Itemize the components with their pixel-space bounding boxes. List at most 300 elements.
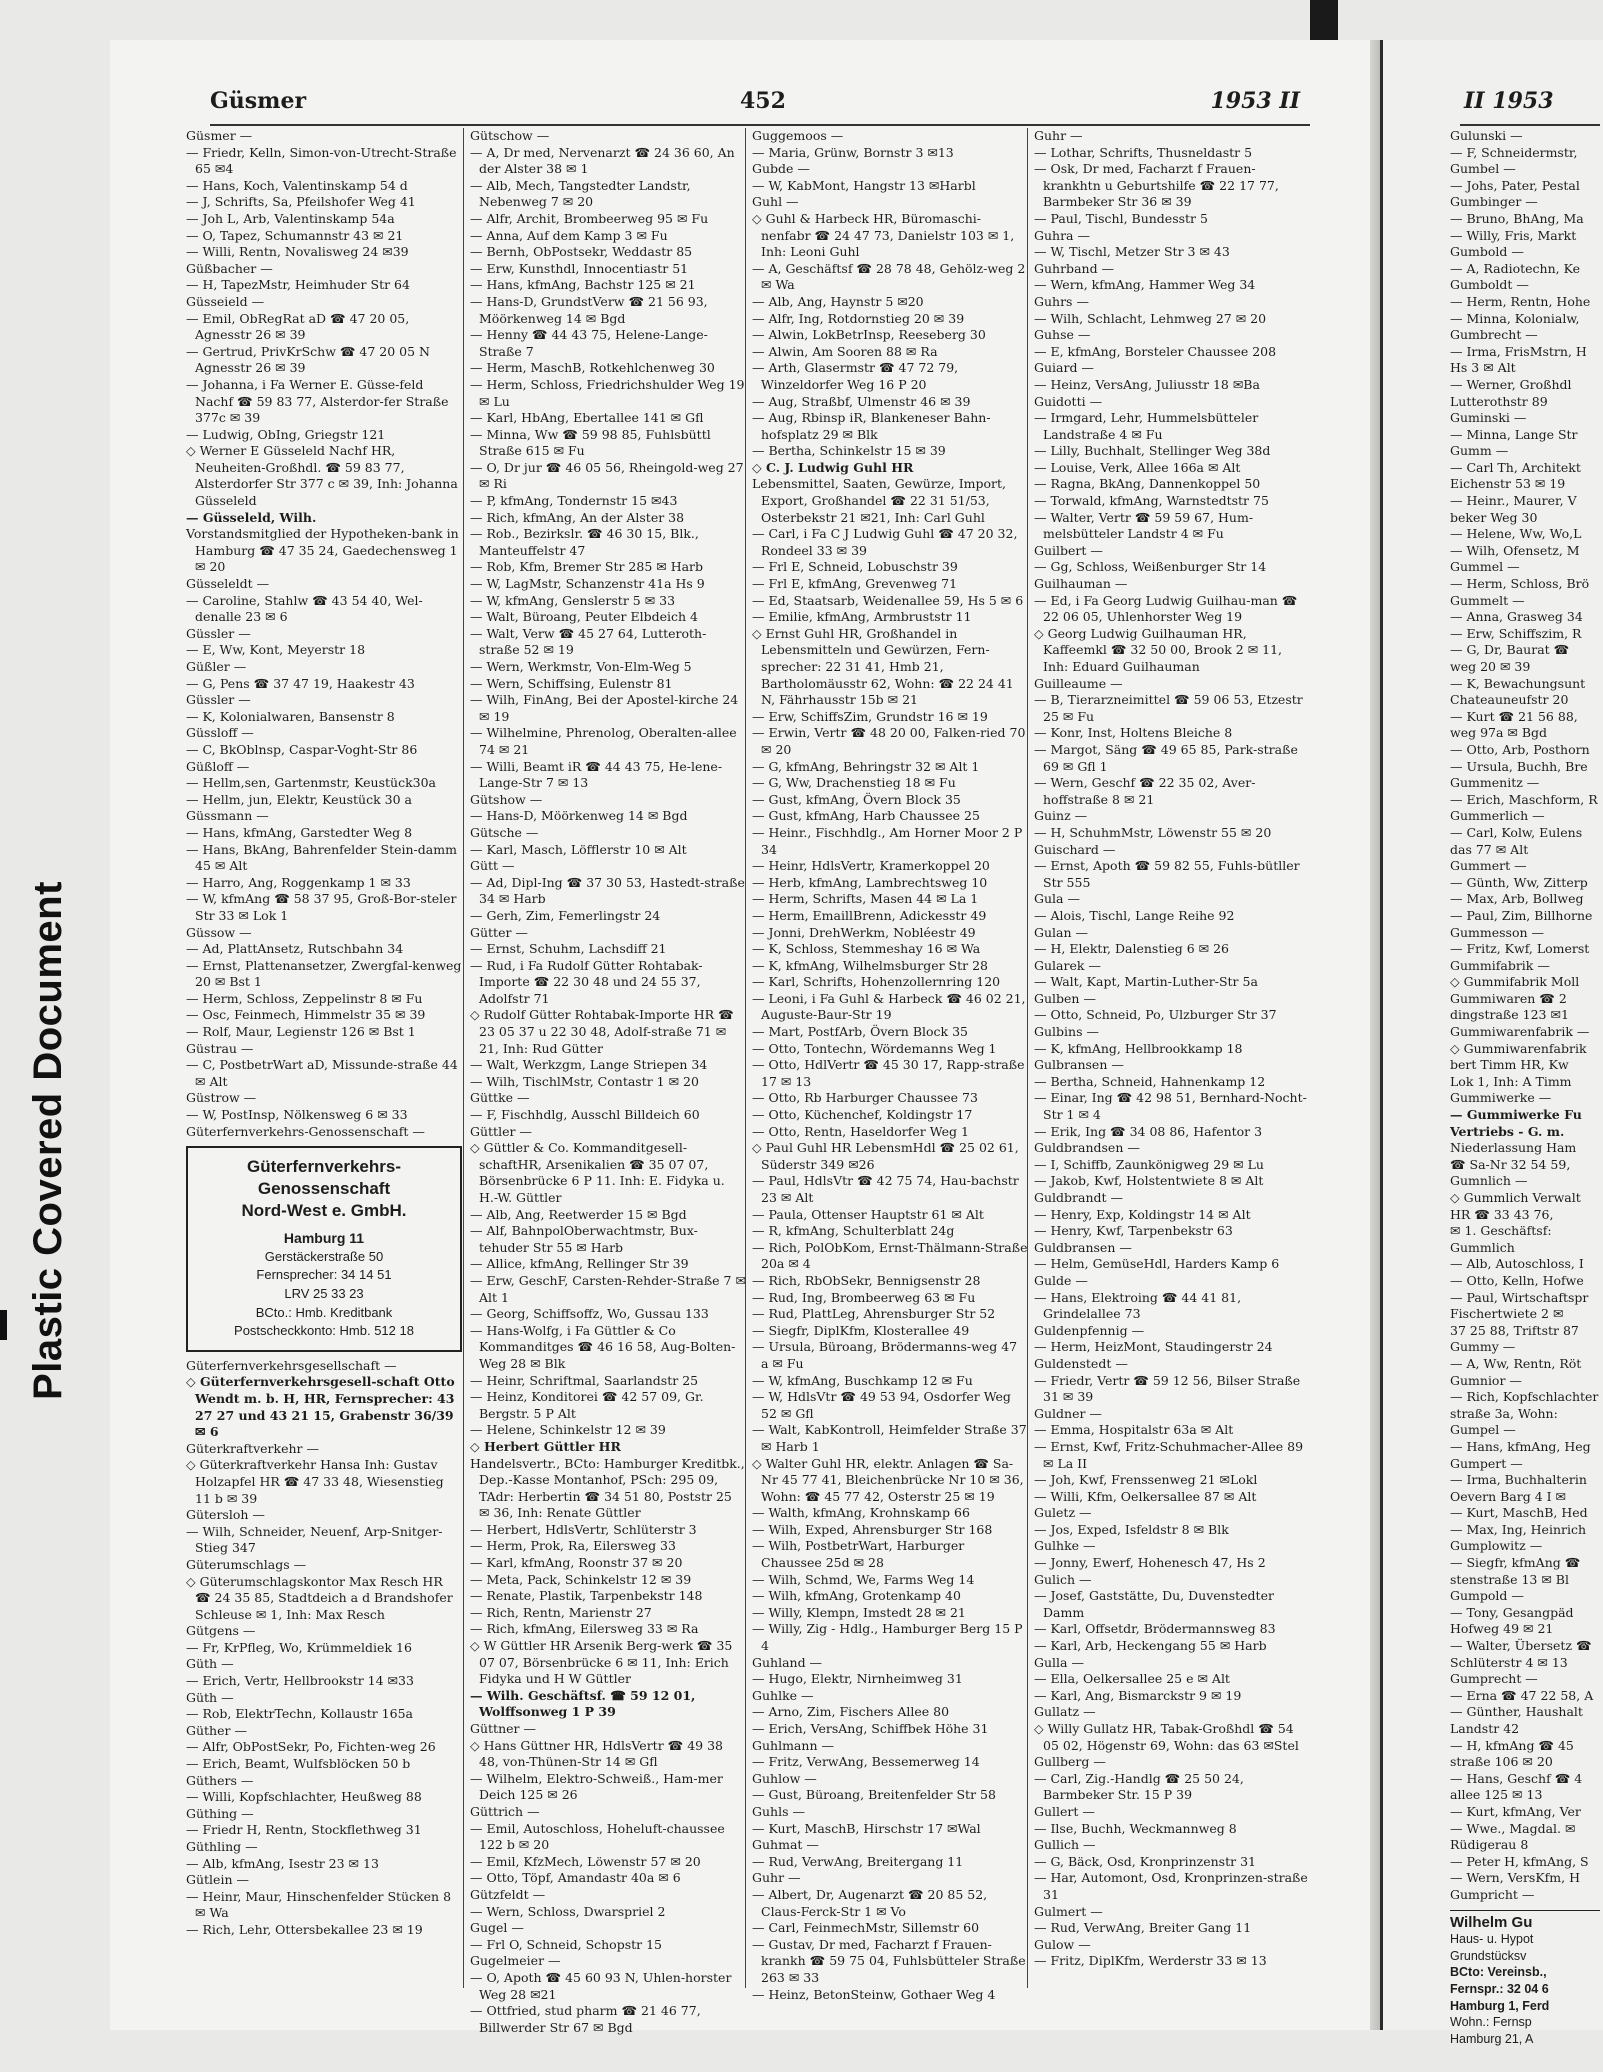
directory-entry: — Allice, kfmAng, Rellinger Str 39 [470,1256,689,1272]
directory-entry: — Otto, Küchenchef, Koldingstr 17 [752,1107,973,1123]
directory-entry: Gumpert — [1450,1455,1523,1471]
directory-entry: HR ☎ 33 43 76, [1450,1206,1554,1222]
directory-entry: — Erna ☎ 47 22 58, A [1450,1687,1594,1703]
directory-entry: — K, kfmAng, Wilhelmsburger Str 28 [752,957,988,973]
directory-entry: — Fritz, DiplKfm, Werderstr 33 ✉ 13 [1034,1953,1267,1969]
directory-entry: Guhlow — [752,1770,817,1786]
directory-entry: — Alois, Tischl, Lange Reihe 92 [1034,907,1235,923]
directory-entry: — Alfr, Archit, Brombeerweg 95 ✉ Fu [470,210,709,226]
directory-entry: — Ernst, Kwf, Fritz-Schuhmacher-Allee 89 ✉ La II [1034,1438,1304,1471]
directory-entry: — Günther, Haushalt [1450,1704,1583,1720]
column-5 [1450,128,1600,2046]
directory-entry: Güttrich — [470,1803,540,1819]
directory-entry: Guldbransen — [1034,1239,1132,1255]
ad2-line: Haus- u. Hypot [1450,1932,1534,1947]
page-header [210,88,1310,126]
directory-entry: — K, Bewachungsunt [1450,675,1586,691]
directory-entry: — Ursula, Büroang, Brödermanns-weg 47 a ✉ Fu [752,1339,1018,1371]
directory-entry: Güterfernverkehrs-Genossenschaft — [186,1123,425,1139]
side-label-text: Plastic Covered Document [25,880,70,1400]
directory-entry: — Ed, Staatsarb, Weidenallee 59, Hs 5 ✉ 6 [752,592,1024,608]
directory-entry: ◇ Güttler & Co. Kommanditgesell-schaftHR, Arsenikalien ☎ 35 07 07, Börsenbrücke 6 P 11. Inh: E. Fidyka u. H.-W. Güttler [470,1140,725,1205]
directory-entry: Guhmat — [752,1837,819,1853]
directory-entry: ☎ Sa-Nr 32 54 59, [1450,1156,1571,1172]
directory-entry: — Kurt, MaschB, Hirschstr 17 ✉Wal [752,1820,981,1836]
directory-entry: — Paul, HdlsVtr ☎ 42 75 74, Hau-bachstr 23 ✉ Alt [752,1173,1019,1205]
directory-entry: — Rich, PolObKom, Ernst-Thälmann-Straße 20a ✉ 4 [752,1239,1028,1272]
directory-entry: — Hellm,sen, Gartenmstr, Keustück30a [186,775,436,791]
directory-entry: — Herm, HeizMont, Staudingerstr 24 [1034,1339,1273,1355]
directory-entry: — Walt, KabKontroll, Heimfelder Straße 37 ✉ Harb 1 [752,1422,1027,1454]
directory-entry: — Rich, Kopfschlachter [1450,1389,1599,1405]
directory-entry: — W, KabMont, Hangstr 13 ✉Harbl [752,177,976,193]
directory-entry: — I, Schiffb, Zaunkönigweg 29 ✉ Lu [1034,1156,1264,1172]
directory-entry: — Wern, Schloss, Dwarspriel 2 [470,1903,666,1919]
directory-entry: — Herm, Schloss, Zeppelinstr 8 ✉ Fu [186,990,423,1006]
directory-entry: — Minna, Lange Str [1450,426,1578,442]
directory-entry: Gumpel — [1450,1422,1516,1438]
directory-entry: — Rud, Ing, Brombeerweg 63 ✉ Fu [752,1289,976,1305]
directory-entry: — Irma, FrisMstrn, H [1450,343,1587,359]
running-head: Güsmer [210,88,307,114]
directory-entry: Güstrau — [186,1040,254,1056]
directory-entry: ◇ Walter Guhl HR, elektr. Anlagen ☎ Sa-Nr 45 77 41, Bleichenbrücke Nr 10 ✉ 36, Wohn: ☎ 45 77 42, Osterstr 25 ✉ 19 [752,1455,1024,1504]
directory-entry: — Rich, kfmAng, An der Alster 38 [470,509,685,525]
directory-entry: Gütersloh — [186,1507,265,1523]
directory-entry: Gumm — [1450,443,1509,459]
directory-entry: Gumnlich — [1450,1173,1528,1189]
directory-entry: — Walt, Werkzgm, Lange Striepen 34 [470,1057,708,1073]
directory-entry: — Anna, Grasweg 34 [1450,609,1583,625]
directory-entry: — G, Pens ☎ 37 47 19, Haakestr 43 [186,675,415,691]
directory-entry: ◇ Rudolf Gütter Rohtabak-Importe HR ☎ 23 05 37 u 22 30 48, Adolf-straße 71 ✉ 21, Inh: Rud Gütter [470,1007,734,1056]
column-2 [470,128,746,2035]
directory-entry: Gumbold — [1450,244,1524,260]
directory-entry: — G, Ww, Drachenstieg 18 ✉ Fu [752,775,956,791]
directory-entry: — Güsseleld, Wilh. [186,509,317,525]
directory-entry: — Walt, Verw ☎ 45 27 64, Lutteroth-straße 52 ✉ 19 [470,625,707,658]
directory-entry: ◇ Guhl & Harbeck HR, Büromaschi-nenfabr ☎ 24 47 73, Danielstr 103 ✉ 1, Inh: Leoni Guhl [752,210,1015,260]
directory-entry: — O, Apoth ☎ 45 60 93 N, Uhlen-horster Weg 28 ✉21 [470,1969,732,2002]
directory-entry: — Wilh, Ofensetz, M [1450,542,1580,558]
directory-entry: — Gust, kfmAng, Övern Block 35 [752,791,961,807]
directory-entry: Güssler — [186,625,251,641]
column-3 [752,128,1028,2002]
directory-entry: — K, Schloss, Stemmeshay 16 ✉ Wa [752,941,981,957]
directory-entry: Gütshow — [470,791,543,807]
directory-entry: — Anna, Auf dem Kamp 3 ✉ Fu [470,227,668,243]
directory-entry: — Karl, HbAng, Ebertallee 141 ✉ Gfl [470,410,704,426]
directory-entry: — Herm, Schrifts, Masen 44 ✉ La 1 [752,891,979,907]
directory-entry: Gütt — [470,858,515,874]
directory-entry: — Bertha, Schneid, Hahnenkamp 12 [1034,1073,1266,1089]
directory-entry: Guminski — [1450,410,1527,426]
ad-title: Genossenschaft [257,1179,391,1199]
directory-entry: — W, Tischl, Metzer Str 3 ✉ 43 [1034,244,1230,260]
directory-entry: — Alwin, Am Sooren 88 ✉ Ra [752,343,938,359]
directory-entry: — Ursula, Buchh, Bre [1450,758,1588,774]
column-4 [1034,128,1310,1998]
directory-entry: Guilhauman — [1034,576,1128,592]
directory-entry: — Willi, Rentn, Novalisweg 24 ✉39 [186,244,409,260]
directory-entry: — Gustav, Dr med, Facharzt f Frauen-krankh ☎ 59 75 04, Fuhlsbütteler Straße 263 ✉ 33 [752,1936,1026,1985]
directory-entry: — F, Schneidermstr, [1450,144,1578,160]
directory-entry: Güterumschlags — [186,1556,307,1572]
directory-entry: Lok 1, Inh: A Timm [1450,1073,1572,1089]
ad-phone: Fernsprecher: 34 14 51 [256,1267,392,1283]
directory-entry: — A, Dr med, Nervenarzt ☎ 24 36 60, An der Alster 38 ✉ 1 [470,144,735,177]
directory-entry: — Ad, PlattAnsetz, Rutschbahn 34 [186,941,404,957]
directory-entry: Guldbrandsen — [1034,1140,1140,1156]
directory-entry: — Otto, Arb, Posthorn [1450,741,1590,757]
directory-entry: ◇ C. J. Ludwig Guhl HR [752,459,914,475]
directory-entry: — Aug, Rbinsp iR, Blankeneser Bahn-hofsplatz 29 ✉ Blk [752,410,991,442]
directory-entry: Guhrband — [1034,260,1115,276]
directory-entry: — W, PostInsp, Nölkensweg 6 ✉ 33 [186,1107,408,1123]
directory-entry: — Fritz, Kwf, Lomerst [1450,941,1590,957]
directory-entry: Gummerlich — [1450,808,1545,824]
directory-entry: — Erik, Ing ☎ 34 08 86, Hafentor 3 [1034,1123,1263,1139]
directory-entry: Guiard — [1034,360,1094,376]
directory-entry: — Paul, Tischl, Bundesstr 5 [1034,210,1208,226]
directory-entry: — Karl, Ang, Bismarckstr 9 ✉ 19 [1034,1687,1242,1703]
directory-entry: Schlüterstr 4 ✉ 13 [1450,1654,1568,1670]
directory-entry: — Erich, VersAng, Schiffbek Höhe 31 [752,1721,989,1736]
directory-entry: — Alfr, ObPostSekr, Po, Fichten-weg 26 [186,1739,436,1755]
directory-entry: — Heinr., Fischhdlg., Am Horner Moor 2 P 34 [752,824,1023,857]
directory-entry: — Wern, kfmAng, Hammer Weg 34 [1034,277,1256,293]
directory-entry: — Jos, Exped, Isfeldstr 8 ✉ Blk [1034,1521,1229,1537]
directory-entry: — Alfr, Ing, Rotdornstieg 20 ✉ 39 [752,310,965,326]
directory-entry: — Hans, BkAng, Bahrenfelder Stein-damm 45 ✉ Alt [186,841,457,874]
directory-entry: — Ernst, Apoth ☎ 59 82 55, Fuhls-bütller Str 555 [1034,858,1300,890]
directory-entry: — Herbert, HdlsVertr, Schlüterstr 3 [470,1521,697,1537]
directory-entry: — Herm, Prok, Ra, Eilersweg 33 [470,1538,676,1554]
directory-entry: — Wilh, kfmAng, Grotenkamp 40 [752,1588,961,1604]
directory-entry: — Rud, PlattLeg, Ahrensburger Str 52 [752,1306,996,1322]
directory-entry: Güsseield — [186,293,265,309]
directory-entry: — Johs, Pater, Pestal [1450,177,1580,193]
directory-entry: Gütgens — [186,1623,256,1639]
directory-entry: — Alwin, LokBetrInsp, Reeseberg 30 [752,327,986,343]
directory-entry: — Hans, kfmAng, Heg [1450,1438,1591,1454]
directory-entry: — Willy, Fris, Markt [1450,227,1577,243]
directory-entry: dingstraße 123 ✉1 [1450,1007,1569,1023]
directory-entry: — A, Radiotechn, Ke [1450,260,1580,276]
directory-entry: — Gummiwerke Fu [1450,1107,1582,1123]
directory-entry: Hofweg 49 ✉ 21 [1450,1621,1554,1637]
directory-entry: Güthing — [186,1805,254,1821]
directory-entry: Gulbransen — [1034,1057,1124,1073]
directory-entry: — Einar, Ing ☎ 42 98 51, Bernhard-Nocht-Str 1 ✉ 4 [1034,1090,1307,1123]
directory-entry: ◇ Güterkraftverkehr Hansa Inh: Gustav Holzapfel HR ☎ 47 33 48, Wiesenstieg 11 b ✉ 39 [186,1457,444,1506]
directory-entry: — Rud, VerwAng, Breitergang 11 [752,1853,964,1869]
directory-entry: — Ilse, Buchh, Weckmannweg 8 [1034,1820,1237,1836]
directory-entry: Rüdigerau 8 [1450,1837,1529,1853]
directory-entry: — Emil, Autoschloss, Hoheluft-chaussee 122 b ✉ 20 [470,1820,725,1853]
directory-entry: Guldenpfennig — [1034,1322,1145,1338]
directory-entry: Gulben — [1034,990,1096,1006]
directory-entry: Güssloff — [186,725,254,741]
directory-entry: — G, kfmAng, Behringstr 32 ✉ Alt 1 [752,758,980,774]
directory-entry: — Paul, Zim, Billhorne [1450,907,1593,923]
directory-entry: — Hans-Wolfg, i Fa Güttler & Co Kommanditges ☎ 46 16 58, Aug-Bolten-Weg 28 ✉ Blk [470,1322,736,1371]
directory-entry: — W, LagMstr, Schanzenstr 41a Hs 9 [470,576,705,592]
directory-entry: — Wern, Geschf ☎ 22 35 02, Aver-hoffstraße 8 ✉ 21 [1034,775,1256,807]
directory-entry: — Erw, Kunsthdl, Innocentiastr 51 [470,260,689,276]
directory-entry: — Josef, Gaststätte, Du, Duvenstedter Damm [1034,1588,1274,1620]
directory-entry: — Irma, Buchhalterin [1450,1472,1587,1488]
directory-entry: — Joh L, Arb, Valentinskamp 54a [186,210,395,226]
directory-entry: — Albert, Dr, Augenarzt ☎ 20 85 52, Claus-Ferck-Str 1 ✉ Vo [752,1886,988,1919]
directory-entry: Güssmann — [186,808,269,824]
directory-entry: Güssow — [186,924,252,940]
directory-entry: Guhls — [752,1803,805,1819]
directory-entry: Guhl — [752,194,799,210]
ad-lrv: LRV 25 33 23 [284,1286,364,1301]
directory-entry: Güssler — [186,692,251,708]
directory-entry: — Ernst, Schuhm, Lachsdiff 21 [470,941,667,957]
directory-entry: Gugel — [470,1920,524,1936]
entries-5 [1450,128,1600,1904]
directory-entry: Gummiwaren ☎ 2 [1450,990,1567,1006]
directory-entry: — Lilly, Buchhalt, Stellinger Weg 38d [1034,443,1271,459]
directory-entry: Gumnior — [1450,1372,1522,1388]
directory-entry: — Heinr, HdlsVertr, Kramerkoppel 20 [752,858,990,874]
column-1 [186,128,462,1998]
directory-entry: Guhr — [1034,128,1083,143]
directory-entry: — Rich, kfmAng, Eilersweg 33 ✉ Ra [470,1621,699,1637]
ad-title: Nord-West e. GmbH. [241,1201,407,1221]
directory-entry: — Heinz, Konditorei ☎ 42 57 09, Gr. Bergstr. 5 P Alt [470,1389,704,1421]
edge-mark [0,1310,7,1340]
directory-entry: — Friedr, Kelln, Simon-von-Utrecht-Straße 65 ✉4 [186,144,457,177]
directory-entry: — P, kfmAng, Tondernstr 15 ✉43 [470,493,678,509]
directory-entry: — Ed, i Fa Georg Ludwig Guilhau-man ☎ 22 06 05, Uhlenhorster Weg 19 [1034,592,1298,625]
directory-entry: Gulla — [1034,1654,1084,1670]
directory-entry: ◇ W Güttler HR Arsenik Berg-werk ☎ 35 07 07, Börsenbrücke 6 ✉ 11, Inh: Erich Fidyka und H W Güttler [470,1638,733,1687]
directory-entry: stenstraße 13 ✉ Bl [1450,1571,1569,1587]
directory-entry: — Max, Arb, Bollweg [1450,891,1584,907]
directory-entry: ◇ Willy Gullatz HR, Tabak-Großhdl ☎ 54 05 02, Högenstr 69, Wohn: das 63 ✉Stel [1034,1721,1299,1753]
directory-entry: — Hellm, jun, Elektr, Keustück 30 a [186,791,412,807]
directory-entry: Gumpold — [1450,1588,1524,1604]
directory-entry: — Georg, Schiffsoffz, Wo, Gussau 133 [470,1306,709,1322]
directory-entry: Vertriebs - G. m. [1450,1123,1565,1139]
ad-postscheck: Postscheckkonto: Hmb. 512 18 [234,1323,414,1339]
directory-entry: Guhr — [752,1870,801,1886]
directory-entry: — Carl, FeinmechMstr, Sillemstr 60 [752,1920,980,1936]
directory-entry: ◇ Gummlich Verwalt [1450,1190,1581,1205]
directory-entry: Gummert — [1450,858,1527,874]
directory-entry: weg 20 ✉ 39 [1450,659,1531,674]
directory-entry: — B, Tierarzneimittel ☎ 59 06 53, Etzestr 25 ✉ Fu [1034,692,1303,724]
directory-entry: — Johanna, i Fa Werner E. Güsse-feld Nachf ☎ 59 83 77, Alsterdor-fer Straße 377c ✉ 39 [186,376,449,426]
directory-entry: Gütlein — [186,1872,249,1888]
directory-entry: — Otto, Tontechn, Wördemanns Weg 1 [752,1040,997,1056]
directory-entry: — Heinz, VersAng, Juliusstr 18 ✉Ba [1034,376,1260,392]
directory-entry: Gulhke — [1034,1538,1096,1554]
directory-entry: — Joh, Kwf, Frenssenweg 21 ✉Lokl [1034,1472,1258,1488]
directory-entry: Guldner — [1034,1405,1102,1421]
ad2-line: Fernspr.: 32 04 6 [1450,1981,1549,1996]
directory-entry: ◇ Güterfernverkehrsgesell-schaft Otto Wendt m. b. H, HR, Fernsprecher: 43 27 27 und 43 21 15, Grabenstr 36/39 ✉ 6 [186,1374,455,1440]
directory-entry: — E, Ww, Kont, Meyerstr 18 [186,642,366,658]
directory-entry: — Siegfr, kfmAng ☎ [1450,1555,1581,1571]
directory-entry: — Osc, Feinmech, Himmelstr 35 ✉ 39 [186,1007,426,1023]
directory-entry: — H, Elektr, Dalenstieg 6 ✉ 26 [1034,941,1229,957]
directory-entry: straße 3a, Wohn: [1450,1405,1558,1421]
directory-entry: Guggemoos — [752,128,844,143]
directory-entry: — Willi, Kopfschlachter, Heußweg 88 [186,1789,422,1805]
directory-entry: — Otto, Rb Harburger Chaussee 73 [752,1090,978,1106]
directory-entry: Gula — [1034,891,1080,907]
directory-entry: — Kurt ☎ 21 56 88, [1450,708,1578,724]
column-rule [463,128,464,1988]
directory-entry: — Wilh, PostbetrWart, Harburger Chaussee 25d ✉ 28 [752,1538,965,1571]
directory-entry: Gumbrecht — [1450,327,1538,343]
directory-entry: — H, TapezMstr, Heimhuder Str 64 [186,277,410,293]
ad2-title: Wilhelm Gu [1450,1913,1533,1931]
directory-entry: — Louise, Verk, Allee 166a ✉ Alt [1034,459,1241,475]
directory-entry: — Kurt, MaschB, Hed [1450,1505,1588,1521]
directory-entry: ◇ Hans Güttner HR, HdlsVertr ☎ 49 38 48, von-Thünen-Str 14 ✉ Gfl [470,1737,723,1770]
directory-entry: — Walter, Übersetz ☎ [1450,1638,1592,1654]
directory-entry: — Henry, Exp, Koldingstr 14 ✉ Alt [1034,1206,1251,1222]
directory-entry: — Herm, MaschB, Rotkehlchenweg 30 [470,360,715,376]
directory-entry: Gummlich [1450,1239,1515,1255]
directory-entry: — Erwin, Vertr ☎ 48 20 00, Falken-ried 70 ✉ 20 [752,725,1026,757]
directory-entry: — Alb, Mech, Tangstedter Landstr, Nebenweg 7 ✉ 20 [470,177,691,210]
directory-entry: — Fritz, VerwAng, Bessemerweg 14 [752,1754,980,1770]
directory-entry: — Erw, Schiffszim, R [1450,625,1582,641]
directory-entry: Gummenitz — [1450,775,1540,791]
directory-entry: — J, Schrifts, Sa, Pfeilshofer Weg 41 [186,194,416,210]
directory-entry: — Wilhelm, Elektro-Schweiß., Ham-mer Deich 125 ✉ 26 [470,1770,723,1803]
entries-1a [186,128,462,1140]
directory-entry: — H, kfmAng ☎ 45 [1450,1737,1574,1753]
directory-entry: Gubde — [752,161,810,177]
directory-entry: — Kurt, kfmAng, Ver [1450,1803,1581,1819]
directory-entry: — Wwe., Magdal. ✉ [1450,1820,1576,1836]
directory-entry: — Minna, Ww ☎ 59 98 85, Fuhlsbüttl Straße 615 ✉ Fu [470,426,711,459]
directory-entry: — Herm, Schloss, Brö [1450,576,1590,592]
directory-entry: — Ella, Oelkersallee 25 e ✉ Alt [1034,1671,1230,1687]
directory-entry: ◇ Gummifabrik Moll [1450,974,1580,990]
directory-entry: — Erw, GeschF, Carsten-Rehder-Straße 7 ✉ Alt 1 [470,1272,746,1305]
directory-entry: Gulan — [1034,924,1089,940]
ad2-line: BCto: Vereinsb., [1450,1965,1547,1980]
directory-entry: — Osk, Dr med, Facharzt f Frauen-krankhtn u Geburtshilfe ☎ 22 17 77, Barmbeker Str 36 ✉ 39 [1034,161,1279,210]
directory-entry: — Henry, Kwf, Tarpenbekstr 63 [1034,1223,1233,1239]
directory-entry: — Alb, Autoschloss, I [1450,1256,1584,1272]
directory-entry: — W, kfmAng, Genslerstr 5 ✉ 33 [470,592,676,608]
ad-gueterfernverkehr [186,1146,462,1352]
directory-entry: — Ernst, Plattenansetzer, Zwergfal-kenweg 20 ✉ Bst 1 [186,957,462,990]
directory-entry: Gullert — [1034,1803,1095,1819]
directory-entry: — Herm, EmaillBrenn, Adickesstr 49 [752,907,987,923]
directory-entry: — Gg, Schloss, Weißenburger Str 14 [1034,559,1267,575]
directory-entry: Gulmert — [1034,1903,1103,1919]
directory-entry: — Herm, Schloss, Friedrichshulder Weg 19 ✉ Lu [470,376,745,409]
directory-entry: — Rob, ElektrTechn, Kollaustr 165a [186,1706,413,1722]
directory-entry: — Otto, Töpf, Amandastr 40a ✉ 6 [470,1870,681,1886]
directory-entry: — Aug, Straßbf, Ulmenstr 46 ✉ 39 [752,393,971,409]
directory-entry: — Wilh. Geschäftsf. ☎ 59 12 01, Wolffsonweg 1 P 39 [470,1687,696,1720]
directory-entry: — Siegfr, DiplKfm, Klosterallee 49 [752,1322,970,1338]
directory-entry: Gulunski — [1450,128,1523,143]
directory-entry: — Torwald, kfmAng, Warnstedtstr 75 [1034,493,1269,509]
directory-entry: Guldenstedt — [1034,1355,1128,1371]
directory-entry: — O, Tapez, Schumannstr 43 ✉ 21 [186,227,404,243]
directory-entry: — Carl, Zig.-Handlg ☎ 25 50 24, Barmbeker Str. 15 P 39 [1034,1770,1244,1803]
directory-entry: Gützfeldt — [470,1886,546,1902]
directory-entry: — Walt, Büroang, Peuter Elbdeich 4 [470,609,699,625]
directory-entry: Lebensmittel, Saaten, Gewürze, Import, Export, Großhandel ☎ 22 31 51/53, Osterbekstr 21 ✉21, Inh: Carl Guhl [752,476,1007,525]
directory-entry: — Frl E, kfmAng, Grevenweg 71 [752,576,958,592]
directory-entry: Gullich — [1034,1837,1096,1853]
directory-entry: Güther — [186,1722,247,1738]
directory-entry: — Alb, kfmAng, Isestr 23 ✉ 13 [186,1855,379,1871]
directory-entry: weg 97a ✉ Bgd [1450,725,1548,741]
directory-entry: — Gerh, Zim, Femerlingstr 24 [470,907,661,923]
directory-entry: Gummelt — [1450,592,1525,608]
directory-entry: — Helene, Ww, Wo,L [1450,526,1582,542]
directory-entry: Guinz — [1034,808,1088,824]
directory-entry: — H, SchuhmMstr, Löwenstr 55 ✉ 20 [1034,824,1272,840]
directory-entry: — Arno, Zim, Fischers Allee 80 [752,1704,950,1720]
directory-entry: — Tony, Gesangpäd [1450,1604,1574,1620]
directory-entry: — Alb, Ang, Haynstr 5 ✉20 [752,293,924,309]
directory-entry: — Karl, kfmAng, Roonstr 37 ✉ 20 [470,1555,683,1571]
directory-entry: — E, kfmAng, Borsteler Chaussee 208 [1034,343,1277,359]
directory-entry: 37 25 88, Triftstr 87 [1450,1322,1579,1338]
directory-entry: — Erich, Maschform, R [1450,791,1598,807]
directory-entry: — Arth, Glasermstr ☎ 47 72 79, Winzeldorfer Weg 16 P 20 [752,360,959,392]
directory-entry: bert Timm HR, Kw [1450,1057,1569,1073]
directory-entry: — W, HdlsVtr ☎ 49 53 94, Osdorfer Weg 52 ✉ Gfl [752,1389,1011,1421]
directory-entry: Guhlke — [752,1687,814,1703]
directory-entry: Gumpricht — [1450,1886,1535,1902]
directory-entry: — Max, Ing, Heinrich [1450,1521,1587,1537]
directory-entry: — Jonni, DrehWerkm, Nobléestr 49 [752,924,976,940]
ad-title: Güterfernverkehrs- [246,1157,401,1177]
side-label [18,880,78,1400]
directory-entry: straße 106 ✉ 20 [1450,1754,1553,1770]
entries-4 [1034,128,1310,1970]
directory-entry: ◇ Ernst Guhl HR, Großhandel in Lebensmitteln und Gewürzen, Fern-sprecher: 22 31 41, Hmb 21, Bartholomäusstr 62, Wohn: ☎ 22 24 41 N, Fährhausstr 15b ✉ 21 [752,625,1014,708]
directory-entry: — Karl, Schrifts, Hohenzollernring 120 [752,974,1001,990]
directory-entry: — Otto, Kelln, Hofwe [1450,1272,1584,1288]
directory-entry: — Frl O, Schneid, Schopstr 15 [470,1936,662,1952]
directory-entry: — Hans-D, Möörkenweg 14 ✉ Bgd [470,808,688,824]
directory-entry: — Minna, Kolonialw, [1450,310,1580,326]
directory-entry: Gummiwarenfabrik — [1450,1024,1590,1040]
directory-entry: — Willi, Kfm, Oelkersallee 87 ✉ Alt [1034,1488,1257,1504]
directory-entry: Gummifabrik — [1450,957,1550,973]
entries-2 [470,128,746,2036]
directory-entry: Gummiwerke — [1450,1090,1552,1106]
page-number: 452 [740,88,786,114]
directory-entry: — Mart, PostfArb, Övern Block 35 [752,1024,968,1040]
directory-entry: Gullatz — [1034,1704,1096,1720]
directory-entry: Oevern Barg 4 I ✉ [1450,1488,1567,1504]
ad-bank: BCto.: Hmb. Kreditbank [255,1304,393,1320]
directory-entry: — Alf, BahnpolOberwachtmstr, Bux-tehuder Str 55 ✉ Harb [470,1223,698,1255]
directory-entry: — W, kfmAng ☎ 58 37 95, Groß-Bor-steler Str 33 ✉ Lok 1 [186,891,457,923]
ad2-line: Hamburg 1, Ferd [1450,1998,1550,2013]
directory-entry: Eichenstr 53 ✉ 19 [1450,476,1566,492]
